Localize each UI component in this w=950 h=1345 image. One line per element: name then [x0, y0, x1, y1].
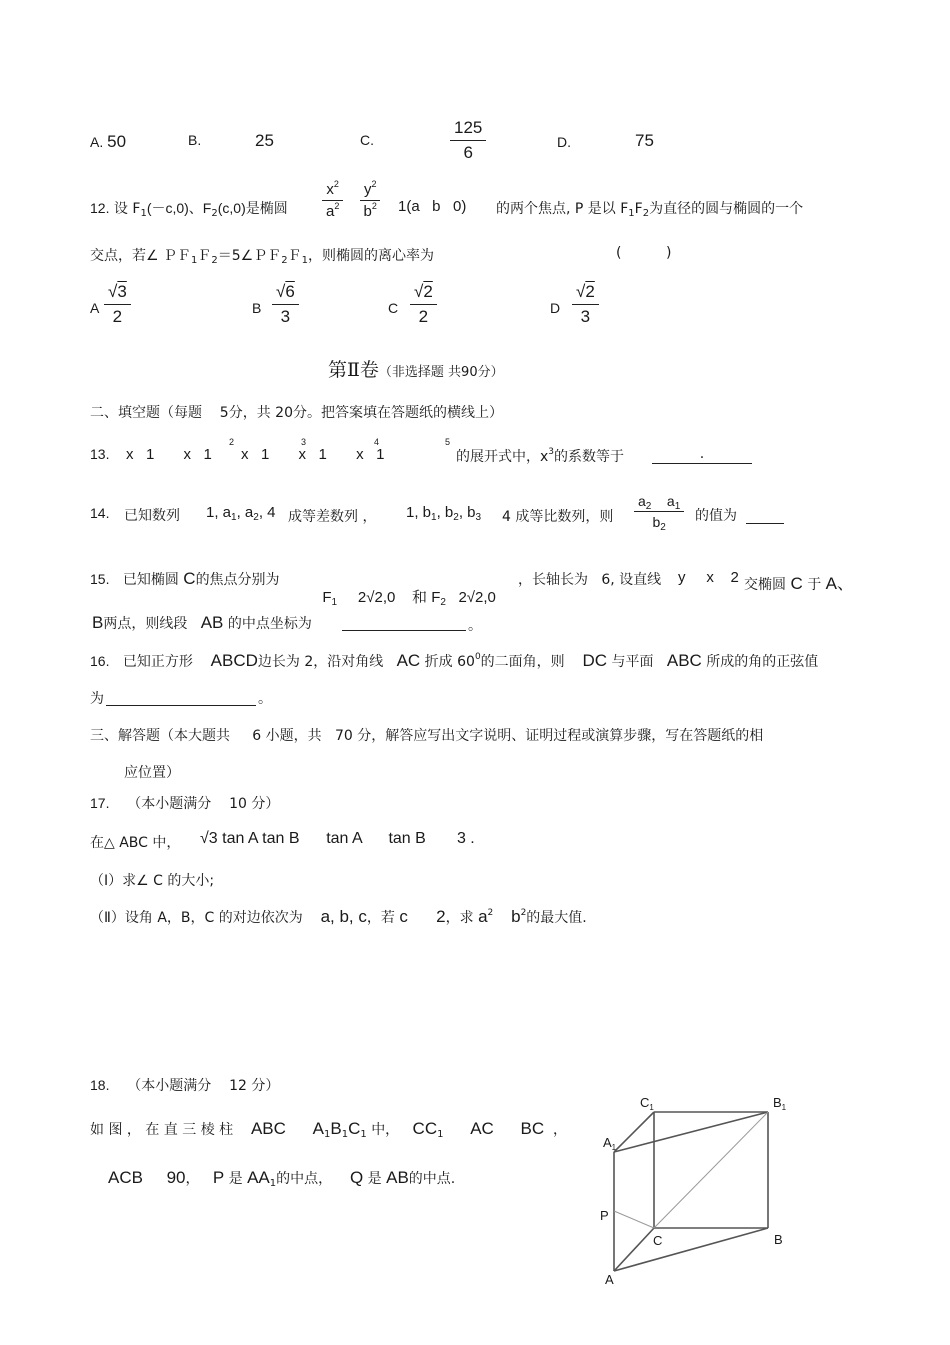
q13-text: 的展开式中，x — [456, 449, 549, 465]
fraction-denominator: 2 — [418, 306, 429, 326]
q12-option-d-label: D — [550, 300, 561, 316]
q18-text: 的中点. — [408, 1171, 456, 1187]
q15-text3: ，长轴长为 6, 设直线 — [518, 572, 662, 588]
side-c-value: c 2 — [399, 907, 446, 926]
edge-aa1: AA — [247, 1168, 270, 1187]
question-number: 17. — [90, 795, 110, 811]
seq-part: 1, b — [406, 504, 432, 521]
q16-line1: 16. 已知正方形 ABCD边长为 2，沿对角线 AC 折成 $60^0$的二面角，则 DC 与平面 ABC 所成的角的正弦值 — [90, 651, 819, 670]
q15-text: 交椭圆 — [744, 577, 786, 593]
q12-option-b-fraction: $\frac{√6}{3}$ — [272, 282, 299, 326]
q18-text: 中， — [371, 1122, 400, 1138]
q15-line1-end — [744, 569, 854, 594]
label-b1: $B_1$ — [773, 1095, 787, 1112]
q16-end: 。 — [258, 691, 272, 707]
var-b: b — [652, 514, 661, 531]
q17-text: 在△ ABC 中， — [90, 835, 181, 851]
var-b: b — [511, 907, 521, 926]
radicand: 6 — [285, 282, 295, 301]
q12-text: 交点，若∠ ＰＦ — [90, 248, 192, 264]
edge-ab: AB — [386, 1168, 409, 1187]
q16-text: 的二面角，则 — [480, 654, 565, 670]
q12-eq-rhs: 1(a b 0) — [398, 198, 467, 215]
q16-text: 边长为 2，沿对角线 — [257, 654, 384, 670]
focus-value: 2√2,0 — [357, 589, 396, 606]
vertex-a1: A — [312, 1119, 324, 1138]
q12-line1: 12. 设 $F_1(-c,0)$、$F_2(c,0)$是椭圆 — [90, 200, 288, 219]
vertex-c1: C — [348, 1119, 361, 1138]
q12-text: ＝5∠ＰＦ — [217, 248, 282, 264]
label-a1: $A_1$ — [603, 1135, 617, 1152]
seq-part: 1, a — [206, 504, 232, 521]
q12-text: (c,0)是椭圆 — [217, 200, 288, 216]
seq-part: , b — [436, 504, 454, 521]
q18-header — [90, 1075, 279, 1095]
q15-text: 于 — [807, 577, 822, 593]
q15-text: 和 F — [412, 589, 441, 606]
q17-part2: （Ⅱ）设角 A，B，C 的对边依次为 a, b, c，若 c 2，求 $a^2$ $b^2$的最大值. — [90, 907, 587, 926]
var-a: a — [666, 493, 675, 509]
square-abcd: ABCD — [210, 651, 258, 670]
edge-ac — [614, 1228, 654, 1271]
q11-option-c-label: C. — [360, 132, 374, 148]
label-a: A — [605, 1272, 614, 1287]
seq-part: , b — [458, 504, 476, 521]
score-note: （本小题满分 10 分） — [127, 796, 280, 812]
point-p: P — [212, 1168, 225, 1187]
q12-text: F — [634, 201, 643, 217]
prism-base: ABC — [250, 1119, 286, 1138]
option-value: 50 — [107, 132, 127, 151]
q15-text: 的焦点分别为 — [195, 572, 280, 588]
q16-text: 已知正方形 — [122, 654, 193, 670]
q13-exp-5: 5 — [445, 437, 451, 447]
q15-text: 的中点坐标为 — [227, 616, 312, 632]
q18-line2: ACB 90， P 是 $AA_1$的中点， Q 是 AB的中点. — [108, 1168, 456, 1189]
fraction-numerator: 125 — [450, 118, 486, 141]
q14-answer-blank[interactable] — [746, 507, 784, 524]
part2-subtitle: （非选择题 共90分） — [378, 365, 504, 380]
radicand: 3 — [117, 282, 127, 301]
question-number: 18. — [90, 1077, 110, 1093]
var-a: a — [478, 907, 488, 926]
q12-line2: 交点，若∠ ＰＦ$_1$Ｆ$_2$＝5∠ＰＦ$_2$Ｆ$_1$，则椭圆的离心率为 — [90, 248, 434, 266]
var-a: a — [638, 493, 646, 509]
q12-text: Ｆ — [287, 248, 302, 264]
q11-option-b-value: 25 — [255, 131, 274, 150]
var-c: C — [790, 574, 803, 593]
q17-text: （Ⅱ）设角 A，B，C 的对边依次为 — [90, 910, 303, 926]
q12-line1-end: 的两个焦点, P 是以 $F_1F_2$为直径的圆与椭圆的一个 — [496, 201, 804, 219]
q14-text2: 成等差数列 ， — [288, 509, 377, 525]
q14-seq1: 1, $a_1$, $a_2$, 4 — [206, 504, 276, 523]
q16-line2: 为 — [90, 691, 104, 707]
q18-text: 的中点， — [276, 1171, 333, 1187]
q12-option-c-label: C — [388, 300, 399, 316]
fraction-denominator: 6 — [463, 142, 473, 162]
question-number: 12. — [90, 200, 110, 216]
q15-answer-blank[interactable] — [342, 615, 466, 631]
q13-exp-3: 3 — [301, 437, 307, 447]
fraction-denominator: 2 — [112, 306, 123, 326]
q11-option-b-label: B. — [188, 132, 202, 148]
q12-option-a-label: A — [90, 300, 100, 316]
q15-line1 — [90, 569, 280, 589]
q16-text: 所成的角的正弦值 — [706, 654, 819, 670]
q11-option-a — [90, 132, 126, 152]
q12-option-d-fraction: $\frac{√2}{3}$ — [572, 282, 599, 326]
q17-header — [90, 793, 279, 813]
score-note: （本小题满分 12 分） — [127, 1078, 280, 1094]
label-b: B — [774, 1232, 783, 1247]
q17-text: 的最大值. — [526, 910, 587, 926]
q12-text: Ｆ — [197, 248, 212, 264]
q16-text: 折成 60 — [424, 654, 475, 670]
solve-header: 三、解答题（本大题共 6 小题，共 70 分，解答应写出文字说明、证明过程或演算步骤，写在答题纸的相 — [90, 728, 764, 744]
q11-option-c-fraction — [450, 118, 486, 162]
q14-number: 14. — [90, 505, 110, 521]
var-a: a — [326, 203, 335, 221]
segment-pc — [614, 1211, 654, 1228]
q12-option-a-fraction: $\frac{√3}{2}$ — [104, 282, 131, 326]
q14-fraction: $\frac{a_2 a_1}{b_2}$ — [634, 493, 684, 530]
option-label: A. — [90, 134, 104, 150]
edge-bc: BC — [520, 1119, 545, 1138]
q13-exp-4: 4 — [374, 437, 380, 447]
radicand: 2 — [585, 282, 595, 301]
q18-text: 是 — [228, 1171, 243, 1187]
edge-ab — [614, 1228, 768, 1271]
fraction-denominator: 3 — [280, 306, 291, 326]
q13-number: 13. — [90, 446, 110, 462]
q18-text: ， — [553, 1122, 568, 1138]
answer-paren: ( ) — [616, 245, 672, 261]
prism-figure — [590, 1085, 800, 1290]
q17-part1: （Ⅰ）求∠ C 的大小; — [90, 873, 215, 889]
q12-ellipse-eq: $\frac{x^2}{a^2}$ $\frac{y^2}{b^2}$ — [322, 181, 381, 221]
q13-expression — [126, 446, 384, 463]
seq-part: , 4 — [258, 504, 276, 521]
q15-line2 — [92, 613, 312, 633]
diagonal-ac: AC — [396, 651, 421, 670]
diagonal-cb1 — [654, 1112, 768, 1228]
q15-line-eq: y x 2 — [678, 569, 739, 586]
fill-in-header: 二、填空题（每题 5分，共 20分。把答案填在答题纸的横线上） — [90, 405, 503, 421]
label-c: C — [653, 1233, 663, 1248]
q18-text: 如 图 ， 在 直 三 棱 柱 — [90, 1122, 234, 1138]
var-x: x — [326, 181, 334, 198]
q13-exp-2: 2 — [229, 437, 235, 447]
label-p: P — [600, 1208, 609, 1223]
part2-title — [328, 355, 504, 382]
seq-part: , a — [236, 504, 254, 521]
radicand: 2 — [423, 282, 433, 301]
q14-seq2: 1, $b_1$, $b_2$, $b_3$ — [406, 504, 482, 523]
fraction-denominator: 3 — [580, 306, 591, 326]
q13-expr-text: x 1 x 1 x 1 x 1 x 1 — [126, 446, 385, 463]
angle-acb: ACB 90 — [108, 1168, 186, 1187]
q12-text: (－c,0)、F — [146, 200, 212, 216]
vertex-b1: B — [330, 1119, 342, 1138]
plane-abc: ABC — [666, 651, 702, 670]
q13-tail: 的展开式中，$x^3$的系数等于 — [456, 447, 625, 465]
q12-text: ，则椭圆的离心率为 — [307, 248, 434, 264]
q16-answer-blank[interactable] — [106, 690, 256, 706]
label-c1: $C_1$ — [640, 1095, 654, 1112]
edge-cc1: CC — [412, 1119, 438, 1138]
q16-text: 与平面 — [611, 654, 654, 670]
question-number: 15. — [90, 571, 110, 587]
q12-text: 的两个焦点, P 是以 F — [496, 201, 629, 217]
q17-text: ，求 — [445, 910, 474, 926]
var-b: b — [363, 203, 372, 221]
q11-option-d-label: D. — [557, 134, 571, 150]
segment-ab: AB — [200, 613, 224, 632]
question-number: 16. — [90, 653, 110, 669]
q14-text3: 4 成等比数列，则 — [502, 509, 614, 525]
sides-abc: a, b, c — [320, 907, 367, 926]
edge-ac: AC — [470, 1119, 494, 1138]
q12-option-b-label: B — [252, 300, 262, 316]
q15-text: 已知椭圆 — [122, 572, 179, 588]
q17-text: ，若 — [366, 910, 395, 926]
point-q: Q — [349, 1168, 364, 1187]
q13-answer-blank[interactable] — [652, 446, 752, 464]
q12-text: 设 F — [113, 201, 141, 217]
q17-condition — [90, 832, 180, 852]
q15-end: 。 — [468, 618, 482, 634]
var-c: C — [183, 569, 196, 588]
q14-text4: 的值为 — [695, 508, 737, 524]
q18-line1: 如 图 ， 在 直 三 棱 柱 ABC $A_1B_1C_1$ 中， $CC_1$ AC BC ， — [90, 1119, 568, 1140]
var-b: B — [92, 613, 104, 632]
segment-dc: DC — [582, 651, 608, 670]
q17-equation-text: 3 tan A tan B tan A tan B 3 . — [208, 830, 475, 847]
q12-text: 为直径的圆与椭圆的一个 — [649, 201, 804, 217]
blank-dot: . — [699, 446, 705, 462]
part2-title-text: 第Ⅱ卷 — [328, 359, 379, 381]
q15-foci: $F_1$ 2√2,0 和 $F_2$ 2√2,0 — [322, 589, 496, 608]
var-f: F — [322, 589, 332, 606]
q13-text: 的系数等于 — [554, 449, 625, 465]
q14-text1: 已知数列 — [124, 508, 180, 524]
edge-a1b1 — [614, 1112, 768, 1152]
q18-text: 是 — [367, 1171, 382, 1187]
q15-text: 两点，则线段 — [103, 616, 188, 632]
solve-header-line2: 应位置） — [124, 765, 180, 781]
var-y: y — [363, 181, 372, 198]
var-a: A、 — [825, 574, 854, 593]
q11-option-d-value: 75 — [635, 131, 654, 150]
q17-equation: √3 tan A tan B tan A tan B 3 . — [200, 830, 475, 847]
q12-option-c-fraction: $\frac{√2}{2}$ — [410, 282, 437, 326]
focus-value: 2√2,0 — [458, 589, 496, 606]
q18-text: ， — [185, 1171, 200, 1187]
